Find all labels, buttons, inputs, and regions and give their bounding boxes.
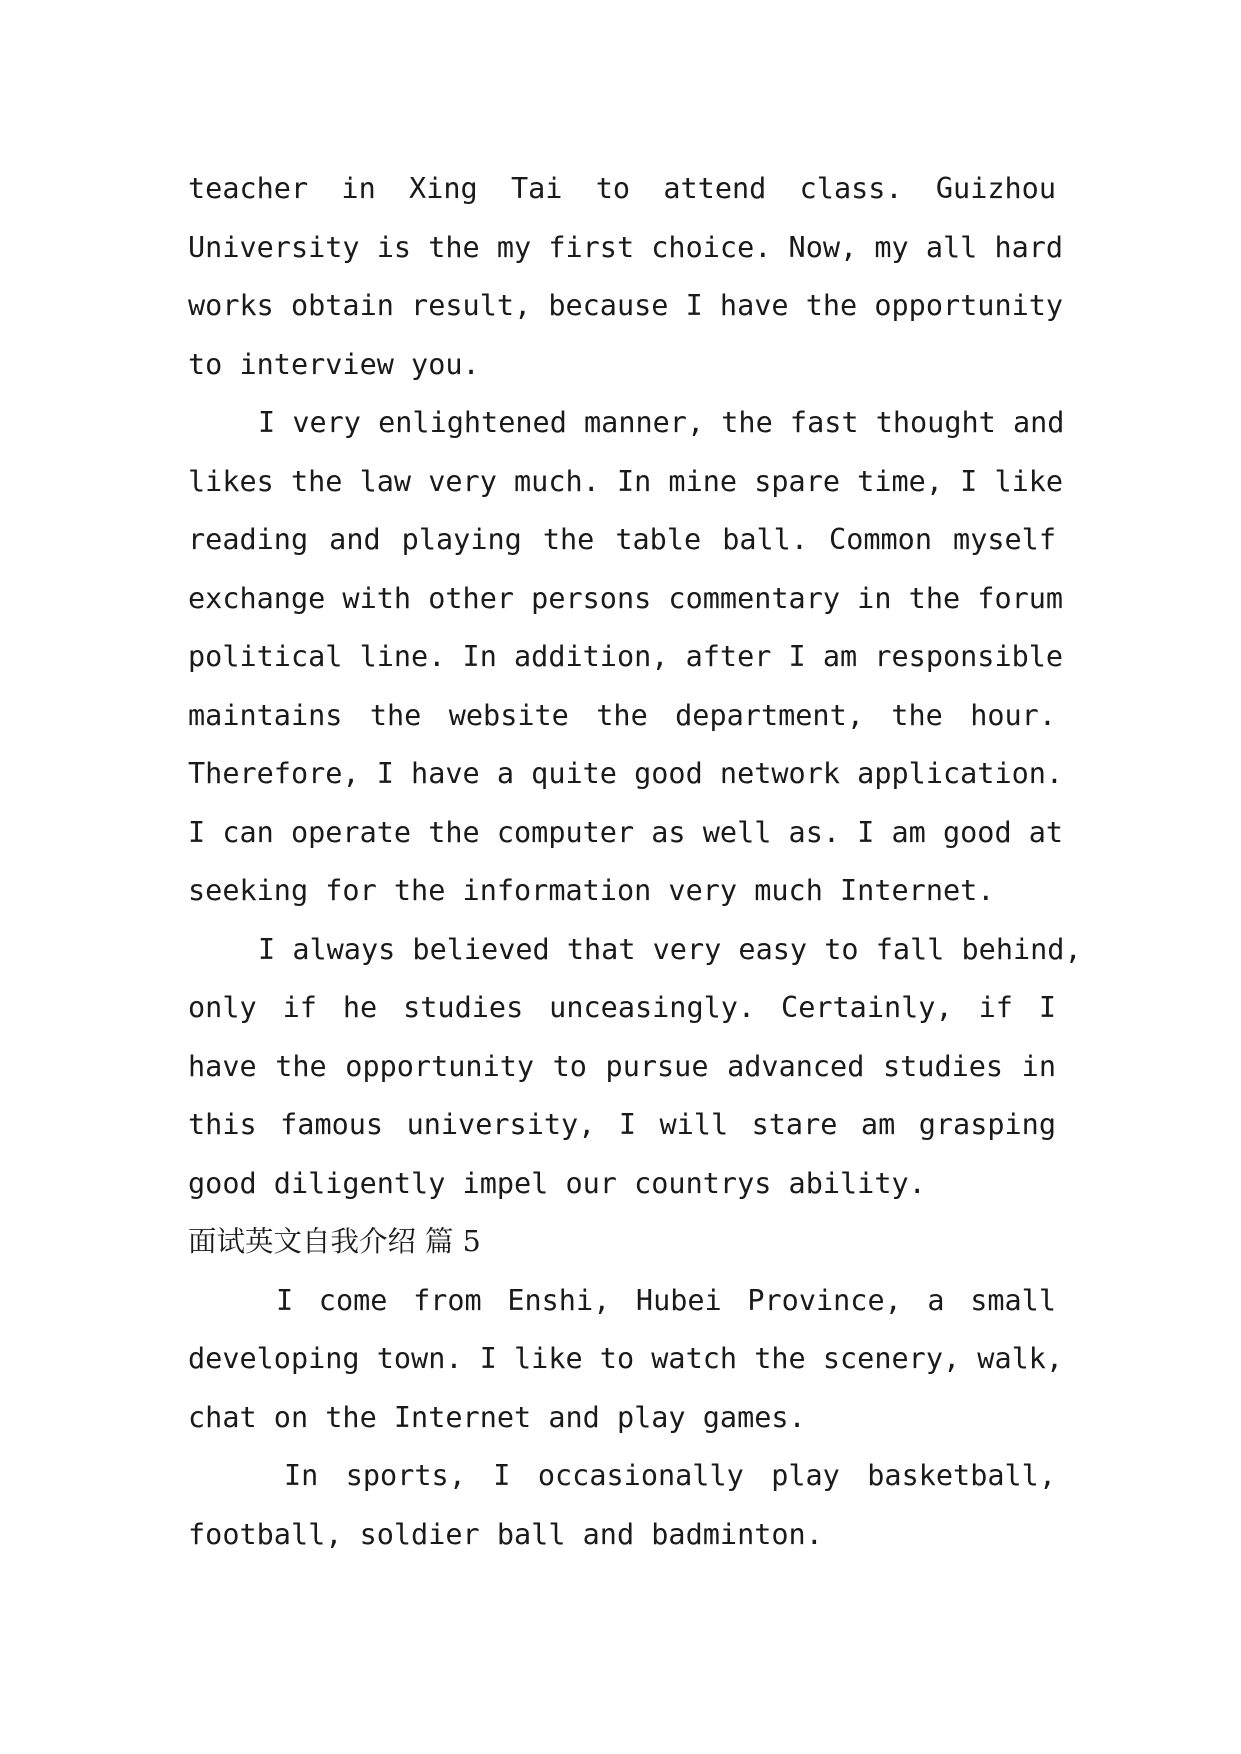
paragraph-line: works obtain result, because I have the opportunity xyxy=(188,289,1064,322)
section-heading: 面试英文自我介绍 篇 5 xyxy=(188,1225,481,1258)
paragraph xyxy=(188,1272,1064,1448)
paragraph-line: chat on the Internet and play games. xyxy=(188,1400,806,1434)
paragraph-line: I come from Enshi, Hubei Province, a small xyxy=(276,1283,1056,1317)
paragraph-line: I very enlightened manner, the fast thought and xyxy=(258,406,1065,439)
paragraph-line: exchange with other persons commentary in the forum xyxy=(188,581,1064,615)
paragraph xyxy=(188,921,1082,1214)
paragraph xyxy=(188,394,1065,921)
paragraph-line: developing town. I like to watch the scenery, walk, xyxy=(188,1342,1064,1375)
paragraph-line: good diligently impel our countrys ability. xyxy=(188,1166,926,1200)
paragraph-line: likes the law very much. In mine spare time, I like xyxy=(188,464,1064,498)
paragraph-line: teacher in Xing Tai to attend class. Guizhou xyxy=(188,172,1056,205)
document-body xyxy=(188,160,1082,1564)
paragraph-line: political line. In addition, after I am responsible xyxy=(188,640,1064,673)
paragraph-line: I always believed that very easy to fall behind, xyxy=(258,932,1082,966)
paragraph-line: this famous university, I will stare am grasping xyxy=(188,1108,1056,1141)
paragraph-line: have the opportunity to pursue advanced studies in xyxy=(188,1049,1056,1083)
paragraph-line: football, soldier ball and badminton. xyxy=(188,1517,823,1551)
paragraph-line: I can operate the computer as well as. I am good at xyxy=(188,815,1064,849)
paragraph-line: reading and playing the table ball. Common myself xyxy=(188,523,1056,556)
paragraph-line: In sports, I occasionally play basketball, xyxy=(284,1459,1056,1492)
paragraph-line: seeking for the information very much Internet. xyxy=(188,874,995,907)
paragraph-line: University is the my first choice. Now, my all hard xyxy=(188,230,1064,264)
paragraph-line: maintains the website the department, the hour. xyxy=(188,698,1056,732)
paragraph-line: only if he studies unceasingly. Certainly, if I xyxy=(188,991,1056,1024)
paragraph xyxy=(188,160,1064,394)
paragraph-line: to interview you. xyxy=(188,347,480,381)
paragraph xyxy=(188,1447,1056,1564)
paragraph-line: Therefore, I have a quite good network application. xyxy=(188,757,1064,790)
